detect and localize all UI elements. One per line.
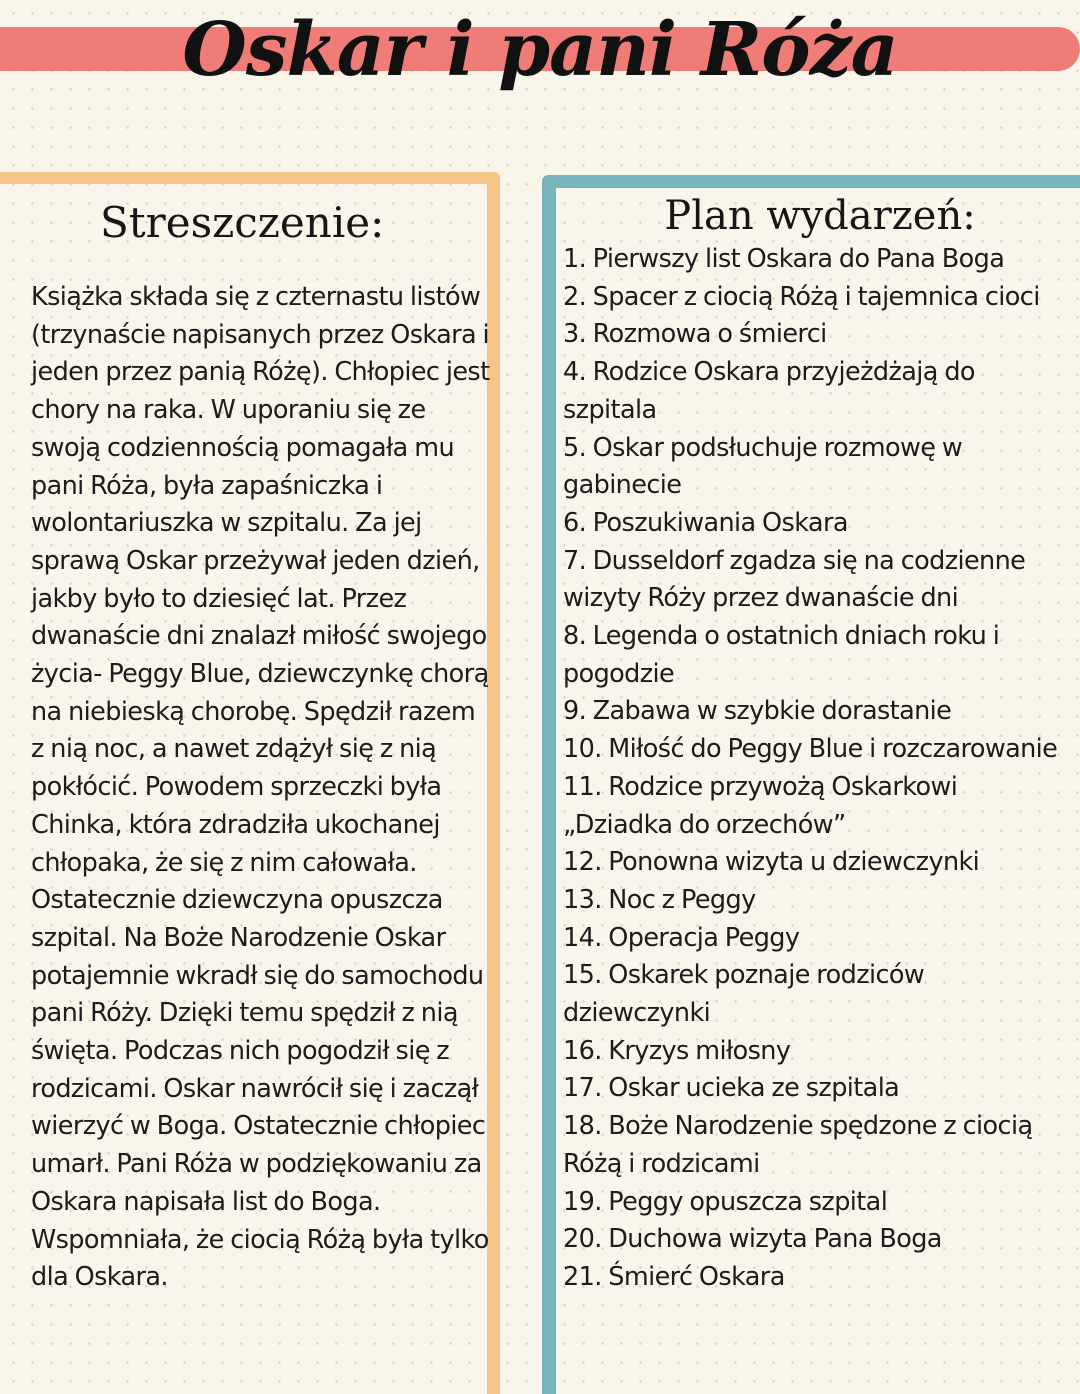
plan-list bbox=[563, 241, 1063, 1297]
plan-item: 6. Poszukiwania Oskara bbox=[563, 507, 848, 538]
plan-item: 3. Rozmowa o śmierci bbox=[563, 319, 827, 350]
plan-item: 19. Peggy opuszcza szpital bbox=[563, 1186, 888, 1217]
plan-item: 11. Rodzice przywożą Oskarkowi „Dziadka do orzechów” bbox=[563, 771, 958, 840]
plan-item: 4. Rodzice Oskara przyjeżdżają do szpitala bbox=[563, 357, 975, 425]
plan-item: 9. Zabawa w szybkie dorastanie bbox=[563, 696, 952, 727]
plan-item: 5. Oskar podsłuchuje rozmowę w gabinecie bbox=[563, 432, 963, 501]
plan-item: 13. Noc z Peggy bbox=[563, 884, 756, 915]
plan-item: 10. Miłość do Peggy Blue i rozczarowanie bbox=[563, 734, 1058, 765]
plan-item: 1. Pierwszy list Oskara do Pana Boga bbox=[563, 244, 1005, 274]
plan-frame-top bbox=[542, 175, 1080, 188]
plan-item: 15. Oskarek poznaje rodziców dziewczynki bbox=[563, 960, 925, 1029]
plan-item: 14. Operacja Peggy bbox=[563, 922, 800, 953]
page-title: Oskar i pani Róża bbox=[182, 7, 898, 93]
plan-frame-side bbox=[542, 175, 556, 1394]
plan-heading: Plan wydarzeń: bbox=[664, 193, 976, 239]
summary-frame-top bbox=[0, 172, 500, 184]
plan-item: 7. Dusseldorf zgadza się na codzienne wizyty Róży przez dwanaście dni bbox=[563, 545, 1026, 614]
plan-item: 2. Spacer z ciocią Różą i tajemnica cioci bbox=[563, 281, 1040, 312]
plan-item: 12. Ponowna wizyta u dziewczynki bbox=[563, 847, 980, 878]
plan-item: 8. Legenda o ostatnich dniach roku i pogodzie bbox=[563, 621, 1000, 689]
plan-item: 16. Kryzys miłosny bbox=[563, 1035, 791, 1066]
plan-item: 21. Śmierć Oskara bbox=[563, 1261, 785, 1292]
plan-item: 17. Oskar ucieka ze szpitala bbox=[563, 1073, 900, 1104]
summary-text: Książka składa się z czternastu listów (trzynaście napisanych przez Oskara i jeden przez panią Różę). Chłopiec jest chory na raka. W uporaniu się ze swoją codziennością pomagała mu pani Róża, była zapaśniczka i wolontariuszka w szpitalu. Za jej sprawą Oskar przeżywał jeden dzień, jakby było to dziesięć lat. Przez dwanaście dni znalazł miłość swojego życia- Peggy Blue, dziewczynkę chorą na niebieską chorobę. Spędził razem z nią noc, a nawet zdążył się z nią pokłócić. Powodem sprzeczki była Chinka, która zdradziła ukochanej chłopaka, że się z nim całowała. Ostatecznie dziewczyna opuszcza szpital. Na Boże Narodzenie Oskar potajemnie wkradł się do samochodu pani Róży. Dzięki temu spędził z nią święta. Podczas nich pogodził się z rodzicami. Oskar nawrócił się i zaczął wierzyć w Boga. Ostatecznie chłopiec umarł. Pani Róża w podziękowaniu za Oskara napisała list do Boga. Wspomniała, że ciocią Różą była tylko dla Oskara. bbox=[31, 282, 490, 1293]
plan-item: 20. Duchowa wizyta Pana Boga bbox=[563, 1224, 942, 1255]
summary-heading: Streszczenie: bbox=[100, 198, 385, 247]
plan-item: 18. Boże Narodzenie spędzone z ciocią Różą i rodzicami bbox=[563, 1111, 1033, 1179]
